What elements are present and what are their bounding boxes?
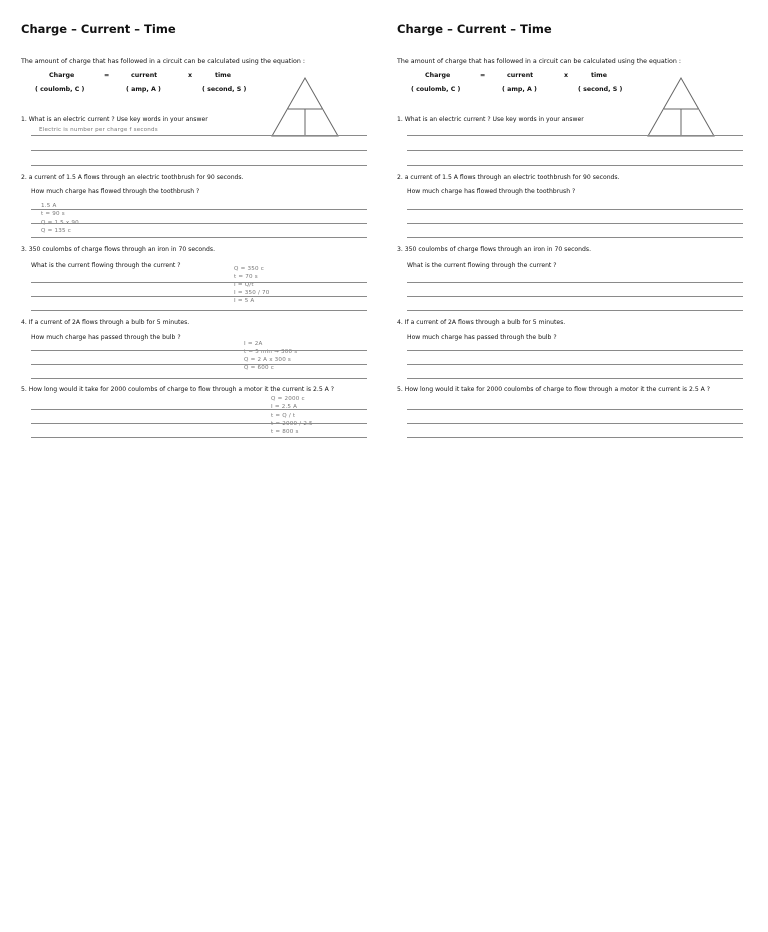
answer-line: [31, 364, 367, 365]
answer-line: [31, 223, 367, 224]
answer-line: [407, 437, 743, 438]
question-2: 2. a current of 1.5 A flows through an electric toothbrush for 90 seconds.: [21, 174, 244, 181]
answer-line: [407, 310, 743, 311]
question-3-sub: What is the current flowing through the current ?: [31, 262, 181, 269]
question-1: 1. What is an electric current ? Use key words in your answer: [21, 116, 208, 123]
intro-text: The amount of charge that has followed in a circuit can be calculated using the equation :: [397, 58, 681, 65]
equation-time-unit: ( second, S ): [578, 86, 623, 93]
answer-line: [407, 423, 743, 424]
answer-line: [31, 237, 367, 238]
equation-charge: Charge: [49, 72, 75, 79]
answer-line: [31, 209, 367, 210]
answer-line: [31, 282, 367, 283]
answer-line: [407, 296, 743, 297]
answer-5-line: Q = 2000 c: [271, 396, 305, 402]
formula-triangle-icon: [270, 76, 340, 138]
answer-3-line: I = 5 A: [234, 298, 255, 304]
worksheet-title: Charge – Current – Time: [21, 22, 176, 36]
answer-4-line: t = 5 min → 300 s: [244, 349, 298, 355]
answer-3-line: I = 350 / 70: [234, 290, 270, 296]
answer-4-line: Q = 2 A x 300 s: [244, 357, 292, 363]
answer-line: [407, 282, 743, 283]
equation-time: time: [591, 72, 608, 79]
answer-3-line: Q = 350 c: [234, 266, 264, 272]
equation-current: current: [507, 72, 534, 79]
answer-4-line: I = 2A: [244, 341, 263, 347]
answer-line: [407, 209, 743, 210]
answer-line: [31, 409, 367, 410]
answer-line: [31, 423, 367, 424]
question-1: 1. What is an electric current ? Use key words in your answer: [397, 116, 584, 123]
answer-line: [31, 165, 367, 166]
answer-5-line: t = Q / t: [271, 413, 296, 419]
question-3-sub: What is the current flowing through the current ?: [407, 262, 557, 269]
answer-line: [31, 135, 367, 136]
answer-2-line: Q = 135 c: [41, 228, 71, 234]
answer-line: [407, 165, 743, 166]
answer-line: [407, 364, 743, 365]
answer-2-line: Q = 1.5 x 90: [41, 220, 79, 226]
question-4-sub: How much charge has passed through the bulb ?: [407, 334, 557, 341]
equation-current-unit: ( amp, A ): [126, 86, 161, 93]
answer-1: Electric is number per charge f seconds: [39, 127, 158, 133]
equation-charge: Charge: [425, 72, 451, 79]
question-3: 3. 350 coulombs of charge flows through an iron in 70 seconds.: [397, 246, 592, 253]
answer-line: [407, 237, 743, 238]
answer-5-line: t = 800 s: [271, 429, 299, 435]
answer-line: [407, 223, 743, 224]
worksheet-left: [0, 0, 384, 460]
question-4: 4. If a current of 2A flows through a bulb for 5 minutes.: [397, 319, 566, 326]
answer-line: [31, 350, 367, 351]
answer-line: [407, 135, 743, 136]
answer-5-line: I = 2.5 A: [271, 404, 298, 410]
equation-charge-unit: ( coulomb, C ): [35, 86, 85, 93]
equation-time: time: [215, 72, 232, 79]
question-4-sub: How much charge has passed through the bulb ?: [31, 334, 181, 341]
answer-5-line: t = 2000 / 2.5: [271, 421, 313, 427]
answer-line: [31, 378, 367, 379]
answer-line: [407, 150, 743, 151]
answer-line: [31, 310, 367, 311]
question-2: 2. a current of 1.5 A flows through an electric toothbrush for 90 seconds.: [397, 174, 620, 181]
answer-4-line: Q = 600 c: [244, 365, 274, 371]
answer-line: [31, 150, 367, 151]
question-5: 5. How long would it take for 2000 coulombs of charge to flow through a motor it the current is 2.5 A ?: [21, 386, 335, 393]
answer-line: [407, 350, 743, 351]
question-3: 3. 350 coulombs of charge flows through an iron in 70 seconds.: [21, 246, 216, 253]
answer-line: [407, 409, 743, 410]
answer-2-line: 1.5 A: [41, 203, 57, 209]
formula-triangle-icon: [646, 76, 716, 138]
question-2-sub: How much charge has flowed through the toothbrush ?: [407, 188, 576, 195]
equation-charge-unit: ( coulomb, C ): [411, 86, 461, 93]
answer-line: [31, 296, 367, 297]
answer-line: [407, 378, 743, 379]
answer-3-line: I = Q/t: [234, 282, 254, 288]
answer-2-line: t = 90 s: [41, 211, 65, 217]
question-2-sub: How much charge has flowed through the toothbrush ?: [31, 188, 200, 195]
question-5: 5. How long would it take for 2000 coulombs of charge to flow through a motor it the current is 2.5 A ?: [397, 386, 711, 393]
answer-line: [31, 437, 367, 438]
equation-time-unit: ( second, S ): [202, 86, 247, 93]
worksheet-title: Charge – Current – Time: [397, 22, 552, 36]
answer-3-line: t = 70 s: [234, 274, 258, 280]
equation-current: current: [131, 72, 158, 79]
equation-current-unit: ( amp, A ): [502, 86, 537, 93]
equation-equals: =: [104, 72, 110, 79]
equation-times: x: [188, 72, 193, 79]
question-4: 4. If a current of 2A flows through a bulb for 5 minutes.: [21, 319, 190, 326]
equation-equals: =: [480, 72, 486, 79]
worksheet-right: [376, 0, 760, 460]
intro-text: The amount of charge that has followed in a circuit can be calculated using the equation :: [21, 58, 305, 65]
equation-times: x: [564, 72, 569, 79]
